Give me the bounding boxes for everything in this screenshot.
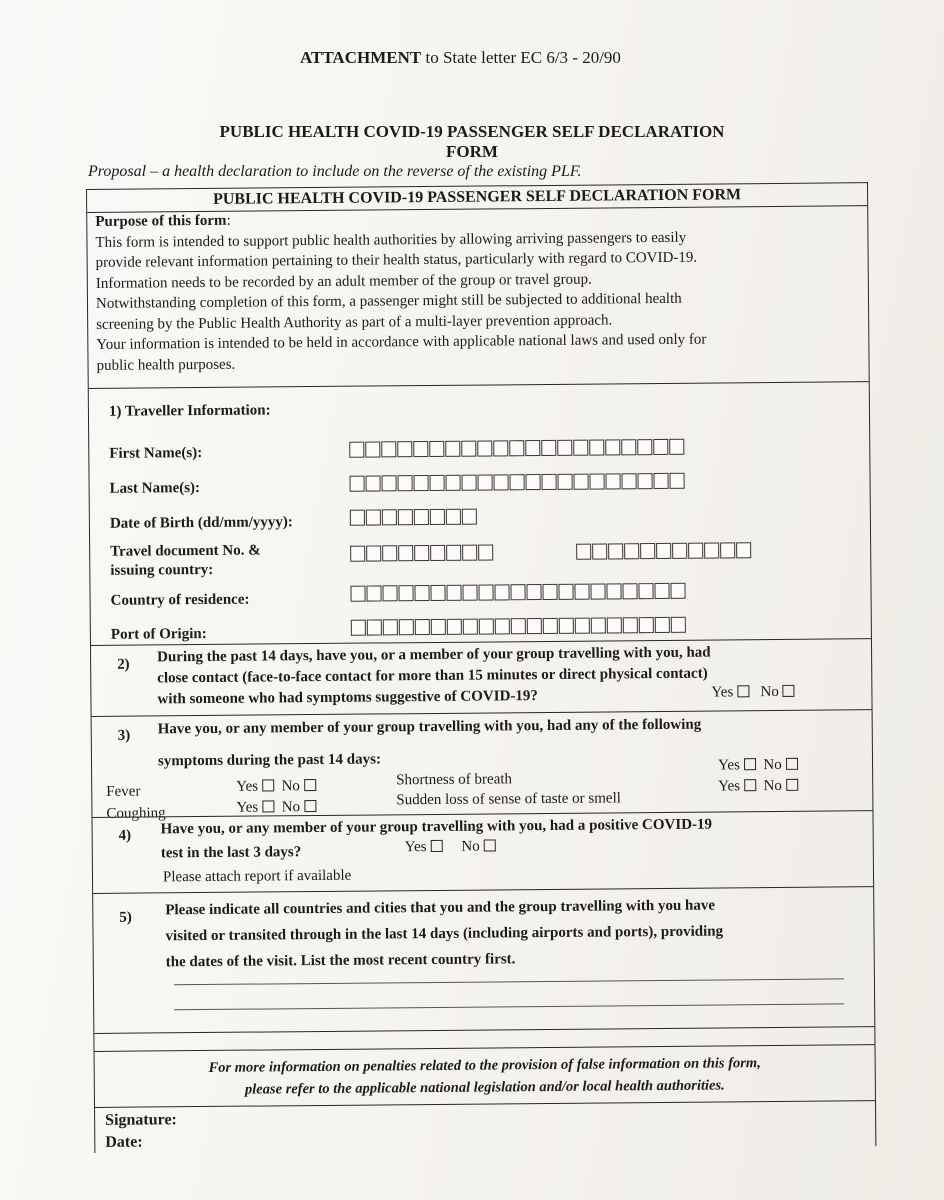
fever-no-checkbox[interactable] bbox=[304, 779, 316, 791]
q4-yes-checkbox[interactable] bbox=[431, 840, 443, 852]
char-cell[interactable] bbox=[383, 619, 398, 635]
q2-yes-checkbox[interactable] bbox=[737, 685, 749, 697]
char-cell[interactable] bbox=[623, 617, 638, 633]
char-cell[interactable] bbox=[672, 543, 687, 559]
q2-text: During the past 14 days, have you, or a member of your group travelling with you, had close contact (face-to-face contact for more than 15 minutes or direct physical contact) with someone who had symptoms suggestive of COVID-19? bbox=[157, 644, 711, 708]
last-name-field[interactable] bbox=[350, 473, 686, 492]
dob-label: Date of Birth (dd/mm/yyyy): bbox=[109, 514, 293, 532]
char-cell[interactable] bbox=[621, 439, 636, 455]
divider bbox=[93, 886, 873, 894]
fever-label: Fever bbox=[106, 783, 141, 800]
first-name-field[interactable] bbox=[349, 439, 685, 458]
char-cell[interactable] bbox=[462, 509, 477, 525]
coughing-label: Coughing bbox=[106, 805, 166, 822]
char-cell[interactable] bbox=[350, 476, 365, 492]
char-cell[interactable] bbox=[542, 584, 557, 600]
char-cell[interactable] bbox=[688, 543, 703, 559]
answer-line[interactable] bbox=[174, 978, 844, 985]
char-cell[interactable] bbox=[478, 544, 493, 560]
divider bbox=[95, 1100, 875, 1108]
declaration-form bbox=[86, 182, 876, 1153]
origin-field[interactable] bbox=[351, 617, 687, 636]
char-cell[interactable] bbox=[461, 441, 476, 457]
char-cell[interactable] bbox=[462, 585, 477, 601]
char-cell[interactable] bbox=[558, 584, 573, 600]
char-cell[interactable] bbox=[430, 475, 445, 491]
proposal-note: Proposal – a health declaration to include on the reverse of the existing PLF. bbox=[88, 163, 582, 180]
char-cell[interactable] bbox=[413, 441, 428, 457]
char-cell[interactable] bbox=[398, 475, 413, 491]
q4-text: Have you, or any member of your group travelling with you, had a positive COVID-19 test in the last 3 days? bbox=[160, 816, 713, 862]
char-cell[interactable] bbox=[477, 440, 492, 456]
char-cell[interactable] bbox=[478, 474, 493, 490]
q3-text: Have you, or any member of your group travelling with you, had any of the following symptoms during the past 14 days: bbox=[157, 716, 702, 770]
char-cell[interactable] bbox=[350, 510, 365, 526]
residence-label: Country of residence: bbox=[110, 591, 250, 609]
char-cell[interactable] bbox=[637, 439, 652, 455]
attachment-line: ATTACHMENT to State letter EC 6/3 - 20/90 bbox=[300, 48, 621, 67]
divider bbox=[95, 1044, 875, 1052]
char-cell[interactable] bbox=[349, 442, 364, 458]
q5-number: 5) bbox=[119, 909, 132, 926]
char-cell[interactable] bbox=[382, 545, 397, 561]
fever-yes-checkbox[interactable] bbox=[262, 779, 274, 791]
q5-text: Please indicate all countries and cities that you and the group travelling with you have visited or transited through in the last 14 days (including airports and ports), providing the dates of the visit. List the most recent country first. bbox=[165, 897, 724, 971]
char-cell[interactable] bbox=[654, 473, 669, 489]
char-cell[interactable] bbox=[736, 542, 751, 558]
q4-answer: Yes No bbox=[405, 838, 496, 856]
char-cell[interactable] bbox=[414, 509, 429, 525]
form-title: PUBLIC HEALTH COVID-19 PASSENGER SELF DECLARATION FORM bbox=[212, 186, 742, 208]
char-cell[interactable] bbox=[589, 439, 604, 455]
char-cell[interactable] bbox=[398, 509, 413, 525]
breath-answer: Yes No bbox=[718, 757, 798, 775]
char-cell[interactable] bbox=[479, 618, 494, 634]
char-cell[interactable] bbox=[654, 583, 669, 599]
char-cell[interactable] bbox=[429, 441, 444, 457]
char-cell[interactable] bbox=[399, 619, 414, 635]
char-cell[interactable] bbox=[382, 509, 397, 525]
char-cell[interactable] bbox=[430, 585, 445, 601]
divider bbox=[94, 1026, 874, 1034]
travel-doc-label-line2: issuing country: bbox=[110, 561, 214, 579]
char-cell[interactable] bbox=[414, 545, 429, 561]
char-cell[interactable] bbox=[365, 441, 380, 457]
divider bbox=[89, 381, 869, 389]
char-cell[interactable] bbox=[431, 619, 446, 635]
char-cell[interactable] bbox=[622, 473, 637, 489]
q3-number: 3) bbox=[117, 727, 131, 744]
char-cell[interactable] bbox=[526, 584, 541, 600]
char-cell[interactable] bbox=[382, 585, 397, 601]
taste-yes-checkbox[interactable] bbox=[744, 779, 756, 791]
coughing-yes-checkbox[interactable] bbox=[262, 800, 274, 812]
q2-answer: Yes No bbox=[711, 684, 795, 702]
q4-note: Please attach report if available bbox=[162, 867, 352, 886]
char-cell[interactable] bbox=[430, 545, 445, 561]
char-cell[interactable] bbox=[638, 473, 653, 489]
char-cell[interactable] bbox=[493, 440, 508, 456]
char-cell[interactable] bbox=[366, 585, 381, 601]
penalty-notice: For more information on penalties related to the provision of false information on this form, please refer to the applicable national legislation and/or local health authorities. bbox=[208, 1055, 761, 1098]
char-cell[interactable] bbox=[397, 441, 412, 457]
char-cell[interactable] bbox=[653, 439, 668, 455]
char-cell[interactable] bbox=[542, 474, 557, 490]
char-cell[interactable] bbox=[446, 585, 461, 601]
last-name-label: Last Name(s): bbox=[109, 480, 201, 497]
char-cell[interactable] bbox=[511, 618, 526, 634]
char-cell[interactable] bbox=[669, 473, 684, 489]
char-cell[interactable] bbox=[574, 584, 589, 600]
answer-line[interactable] bbox=[174, 1003, 844, 1010]
char-cell[interactable] bbox=[605, 439, 620, 455]
first-name-label: First Name(s): bbox=[109, 444, 203, 462]
travel-doc-label: Travel document No. & bbox=[110, 542, 261, 560]
purpose-section: Purpose of this form: This form is intended to support public health authorities by allowing arriving passengers to easily provide relevant information pertaining to their health status, particularly with regard to COVID-19. Information needs to be recorded by an adult member of the group or travel group. Notwithstanding completion of this form, a passenger might still be subjected to additional health screening by the Public Health Authority as part of a multi-layer prevention approach. Your information is intended to be held in accordance with applicable national laws and used only for public health purposes. bbox=[95, 212, 707, 374]
char-cell[interactable] bbox=[525, 440, 540, 456]
coughing-answer: Yes No bbox=[236, 799, 316, 817]
char-cell[interactable] bbox=[445, 441, 460, 457]
char-cell[interactable] bbox=[670, 583, 685, 599]
char-cell[interactable] bbox=[381, 441, 396, 457]
taste-label: Sudden loss of sense of taste or smell bbox=[396, 790, 621, 809]
char-cell[interactable] bbox=[606, 583, 621, 599]
fever-answer: Yes No bbox=[236, 778, 316, 796]
char-cell[interactable] bbox=[558, 474, 573, 490]
char-cell[interactable] bbox=[510, 584, 525, 600]
char-cell[interactable] bbox=[591, 617, 606, 633]
char-cell[interactable] bbox=[478, 584, 493, 600]
dob-field[interactable] bbox=[350, 509, 478, 526]
char-cell[interactable] bbox=[575, 618, 590, 634]
char-cell[interactable] bbox=[671, 617, 686, 633]
char-cell[interactable] bbox=[398, 545, 413, 561]
issuing-country-field[interactable] bbox=[576, 542, 752, 560]
section1-heading: 1) Traveller Information: bbox=[108, 402, 271, 420]
char-cell[interactable] bbox=[559, 618, 574, 634]
char-cell[interactable] bbox=[462, 545, 477, 561]
char-cell[interactable] bbox=[590, 583, 605, 599]
char-cell[interactable] bbox=[592, 543, 607, 559]
char-cell[interactable] bbox=[509, 440, 524, 456]
char-cell[interactable] bbox=[640, 543, 655, 559]
char-cell[interactable] bbox=[510, 474, 525, 490]
char-cell[interactable] bbox=[590, 473, 605, 489]
char-cell[interactable] bbox=[656, 543, 671, 559]
char-cell[interactable] bbox=[543, 618, 558, 634]
char-cell[interactable] bbox=[366, 545, 381, 561]
char-cell[interactable] bbox=[350, 586, 365, 602]
document-title: PUBLIC HEALTH COVID-19 PASSENGER SELF DECLARATION bbox=[219, 122, 725, 141]
taste-no-checkbox[interactable] bbox=[786, 779, 798, 791]
char-cell[interactable] bbox=[639, 617, 654, 633]
char-cell[interactable] bbox=[526, 474, 541, 490]
breath-no-checkbox[interactable] bbox=[786, 758, 798, 770]
q4-number: 4) bbox=[118, 827, 132, 844]
char-cell[interactable] bbox=[557, 440, 572, 456]
breath-yes-checkbox[interactable] bbox=[744, 758, 756, 770]
char-cell[interactable] bbox=[462, 475, 477, 491]
char-cell[interactable] bbox=[622, 583, 637, 599]
char-cell[interactable] bbox=[447, 619, 462, 635]
char-cell[interactable] bbox=[669, 439, 684, 455]
char-cell[interactable] bbox=[367, 619, 382, 635]
residence-field[interactable] bbox=[350, 583, 686, 602]
char-cell[interactable] bbox=[446, 509, 461, 525]
signature-label: Signature: bbox=[105, 1111, 177, 1129]
breath-label: Shortness of breath bbox=[396, 771, 513, 789]
char-cell[interactable] bbox=[414, 585, 429, 601]
char-cell[interactable] bbox=[446, 545, 461, 561]
char-cell[interactable] bbox=[382, 475, 397, 491]
char-cell[interactable] bbox=[415, 619, 430, 635]
char-cell[interactable] bbox=[398, 585, 413, 601]
char-cell[interactable] bbox=[606, 473, 621, 489]
char-cell[interactable] bbox=[494, 584, 509, 600]
taste-answer: Yes No bbox=[718, 778, 798, 796]
char-cell[interactable] bbox=[494, 474, 509, 490]
char-cell[interactable] bbox=[720, 542, 735, 558]
char-cell[interactable] bbox=[495, 618, 510, 634]
char-cell[interactable] bbox=[608, 543, 623, 559]
char-cell[interactable] bbox=[576, 544, 591, 560]
q4-no-checkbox[interactable] bbox=[484, 839, 496, 851]
char-cell[interactable] bbox=[350, 546, 365, 562]
char-cell[interactable] bbox=[446, 475, 461, 491]
char-cell[interactable] bbox=[573, 440, 588, 456]
char-cell[interactable] bbox=[624, 543, 639, 559]
origin-label: Port of Origin: bbox=[110, 625, 207, 643]
coughing-no-checkbox[interactable] bbox=[304, 800, 316, 812]
travel-doc-number-field[interactable] bbox=[350, 544, 494, 561]
char-cell[interactable] bbox=[541, 440, 556, 456]
char-cell[interactable] bbox=[463, 619, 478, 635]
char-cell[interactable] bbox=[351, 620, 366, 636]
char-cell[interactable] bbox=[430, 509, 445, 525]
char-cell[interactable] bbox=[638, 583, 653, 599]
q2-number: 2) bbox=[117, 656, 130, 673]
char-cell[interactable] bbox=[607, 617, 622, 633]
char-cell[interactable] bbox=[574, 474, 589, 490]
char-cell[interactable] bbox=[366, 475, 381, 491]
document-title-line2: FORM bbox=[446, 142, 498, 161]
char-cell[interactable] bbox=[655, 617, 670, 633]
char-cell[interactable] bbox=[366, 509, 381, 525]
date-label: Date: bbox=[105, 1133, 143, 1151]
q2-no-checkbox[interactable] bbox=[783, 685, 795, 697]
char-cell[interactable] bbox=[414, 475, 429, 491]
char-cell[interactable] bbox=[527, 618, 542, 634]
char-cell[interactable] bbox=[704, 542, 719, 558]
